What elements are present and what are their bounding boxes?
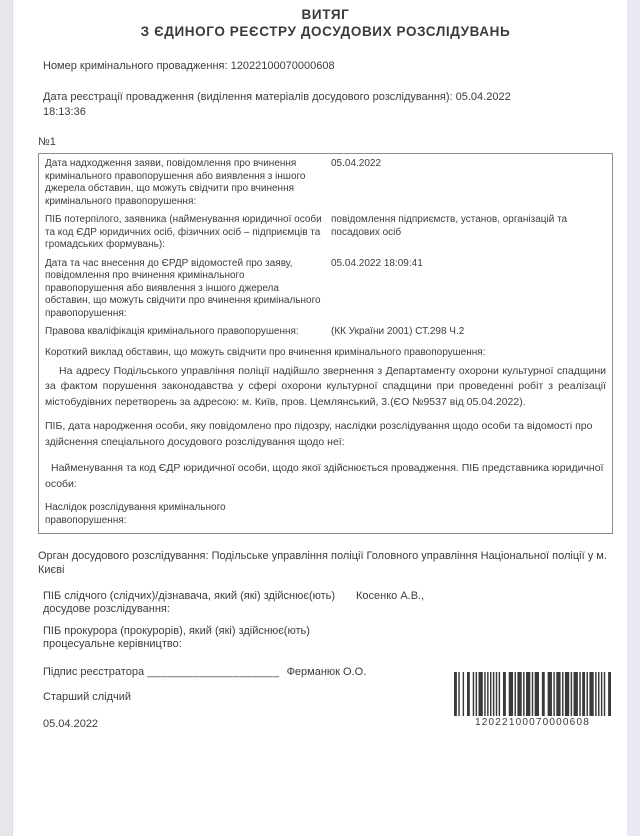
- table-row: [45, 214, 606, 252]
- suspect-heading: ПІБ, дата народження особи, яку повідомлено про підозру, наслідки розслідування щодо особи та відомості про здійснення спеціального досудового розслідування щодо неї:: [45, 420, 593, 448]
- row-value: (КК України 2001) СТ.298 Ч.2: [331, 326, 465, 337]
- signature-label: Підпис реєстратора: [43, 666, 145, 678]
- barcode-bars-icon: [454, 672, 611, 716]
- summary-text: На адресу Подільського управління поліції надійшло звернення з Департаменту охорони культурної спадщини за фактом порушення законодавства у сфері охорони культурної спадщини при проведенні робіт з реалізації містобудівних перетворень за адресою: м. Київ, пров. Цемлянський, 3.(ЄО №9537 від 05.04.2022).: [45, 364, 606, 408]
- document-title: ВИТЯГ: [301, 7, 350, 22]
- table-row: [45, 158, 606, 208]
- row-label: Правова кваліфікація кримінального правопорушення:: [45, 326, 299, 337]
- outcome-value: [261, 502, 606, 527]
- barcode: [454, 672, 611, 728]
- row-value: повідомлення підприємств, установ, організацій та посадових осіб: [331, 214, 568, 238]
- case-number-value: 12022100070000608: [230, 60, 335, 72]
- registration-time: 18:13:36: [43, 106, 86, 118]
- case-number-label: Номер кримінального провадження:: [43, 60, 228, 72]
- registration-date: 05.04.2022: [455, 91, 511, 103]
- case-number-line: [43, 59, 613, 74]
- details-table: [38, 153, 613, 534]
- record-number: №1: [38, 136, 56, 148]
- registrar-name: Ферманюк О.О.: [286, 666, 367, 678]
- scan-edge-left: [0, 0, 13, 836]
- registration-label: Дата реєстрації провадження (виділення матеріалів досудового розслідування):: [43, 91, 453, 103]
- investigator-name: Косенко А.В.,: [356, 590, 425, 602]
- table-row-outcome: [45, 502, 606, 527]
- document-sheet: [13, 0, 627, 836]
- row-label: Дата надходження заяви, повідомлення про вчинення кримінального правопорушення або виявлення з іншого джерела обставин, що можуть свідчити про вчинення кримінального правопорушення:: [45, 158, 306, 207]
- outcome-label: Наслідок розслідування кримінального правопорушення:: [45, 502, 226, 526]
- authority-line: [38, 549, 613, 577]
- prosecutor-row: [43, 625, 613, 651]
- registration-line: [43, 90, 588, 120]
- authority-label: Орган досудового розслідування:: [38, 550, 209, 562]
- barcode-value: 12022100070000608: [475, 717, 590, 728]
- row-label: Дата та час внесення до ЄРДР відомостей про заяву, повідомлення про вчинення кримінального правопорушення або виявлення з іншого джерела обставин, що можуть свідчити про вчинення кримінального правопорушення:: [45, 257, 321, 319]
- signature-underscore: ____________________: [147, 666, 280, 678]
- row-value: 05.04.2022 18:09:41: [331, 257, 423, 269]
- signer-position: Старший слідчий: [43, 691, 132, 703]
- legal-entity-heading: Найменування та код ЄДР юридичної особи, щодо якої здійснюється провадження. ПІБ представника юридичної особи:: [45, 462, 604, 490]
- summary-heading: Короткий виклад обставин, що можуть свідчити про вчинення кримінального правопорушення:: [45, 346, 486, 358]
- prosecutor-name: [356, 625, 613, 651]
- investigator-label: ПІБ слідчого (слідчих)/дізнавача, який (які) здійснює(ють) досудове розслідування:: [43, 590, 336, 615]
- prosecutor-label: ПІБ прокурора (прокурорів), який (які) здійснює(ють) процесуальне керівництво:: [43, 625, 310, 650]
- investigator-row: [43, 590, 613, 616]
- row-label: ПІБ потерпілого, заявника (найменування юридичної особи та код ЄДР юридичних осіб, фізичних осіб – підприємців та громадських формувань):: [45, 214, 322, 250]
- authority-value: Подільське управління поліції Головного управління Національної поліції у м. Києві: [38, 550, 607, 576]
- registry-subtitle: З ЄДИНОГО РЕЄСТРУ ДОСУДОВИХ РОЗСЛІДУВАНЬ: [140, 24, 511, 39]
- document-date: 05.04.2022: [43, 718, 99, 730]
- table-row: [45, 258, 606, 321]
- scan-edge-right: [626, 0, 640, 836]
- table-row: [45, 326, 606, 339]
- row-value: 05.04.2022: [331, 158, 382, 169]
